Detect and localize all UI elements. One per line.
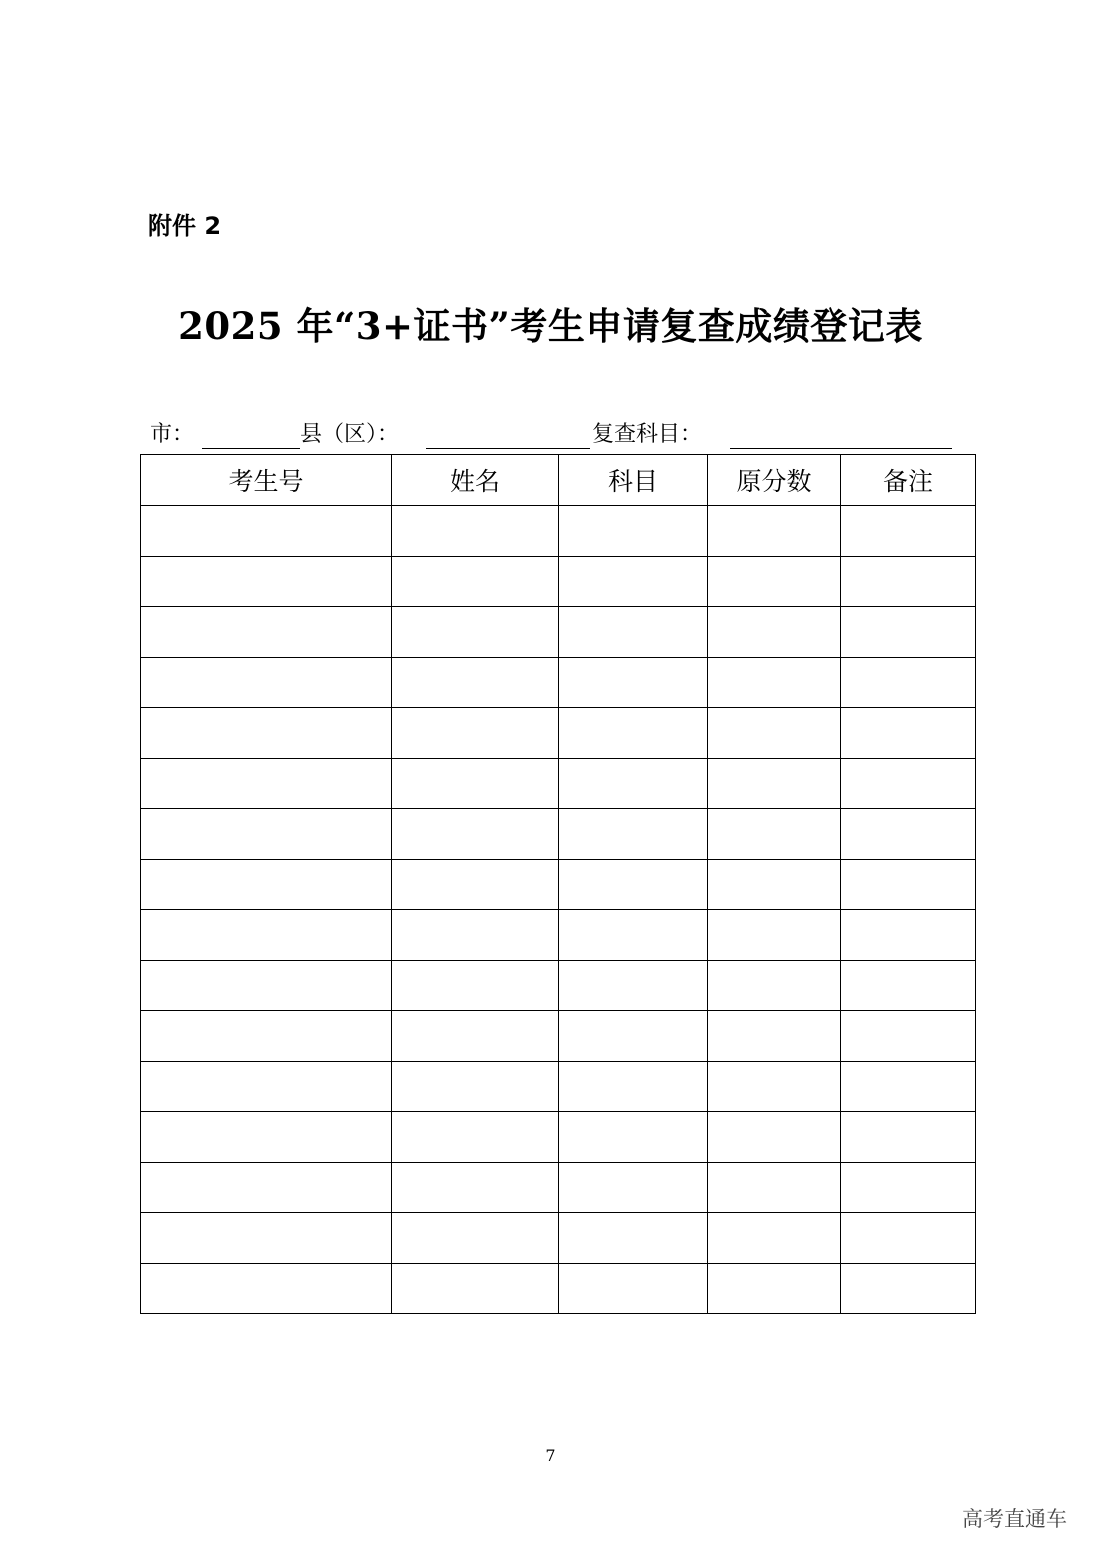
table-cell[interactable] xyxy=(392,1112,559,1163)
table-cell[interactable] xyxy=(559,1213,708,1264)
table-cell[interactable] xyxy=(841,506,976,557)
table-cell[interactable] xyxy=(141,1112,392,1163)
table-body xyxy=(141,506,976,1314)
table-cell[interactable] xyxy=(392,960,559,1011)
registration-table xyxy=(140,454,976,1314)
table-cell[interactable] xyxy=(392,607,559,658)
table-cell[interactable] xyxy=(141,910,392,961)
table-row xyxy=(141,1162,976,1213)
county-label: 县（区）： xyxy=(300,422,400,447)
table-cell[interactable] xyxy=(841,708,976,759)
table-cell[interactable] xyxy=(559,708,708,759)
table-cell[interactable] xyxy=(841,758,976,809)
table-row xyxy=(141,809,976,860)
page-title: 2025 年“3+证书”考生申请复查成绩登记表 xyxy=(178,304,923,348)
table-cell[interactable] xyxy=(841,960,976,1011)
table-row xyxy=(141,758,976,809)
table-row xyxy=(141,910,976,961)
table-row xyxy=(141,556,976,607)
table-cell[interactable] xyxy=(392,708,559,759)
table-cell[interactable] xyxy=(141,1162,392,1213)
table-row xyxy=(141,506,976,557)
table-cell[interactable] xyxy=(141,859,392,910)
table-cell[interactable] xyxy=(141,1263,392,1314)
table-cell[interactable] xyxy=(141,607,392,658)
table-row xyxy=(141,859,976,910)
table-cell[interactable] xyxy=(708,960,841,1011)
subject-blank xyxy=(730,448,952,449)
table-cell[interactable] xyxy=(141,960,392,1011)
table-cell[interactable] xyxy=(141,809,392,860)
table-cell[interactable] xyxy=(392,556,559,607)
table-row xyxy=(141,1263,976,1314)
table-cell[interactable] xyxy=(392,809,559,860)
header-exam-number: 考生号 xyxy=(141,455,392,506)
header-name: 姓名 xyxy=(392,455,559,506)
page-number: 7 xyxy=(545,1446,556,1465)
table-cell[interactable] xyxy=(141,758,392,809)
table-row xyxy=(141,1213,976,1264)
attachment-label: 附件 2 xyxy=(148,212,222,240)
table-row xyxy=(141,708,976,759)
table-cell[interactable] xyxy=(392,910,559,961)
header-remarks: 备注 xyxy=(841,455,976,506)
form-fields-line xyxy=(150,418,980,452)
table-cell[interactable] xyxy=(392,657,559,708)
city-blank xyxy=(202,448,300,449)
table-cell[interactable] xyxy=(708,910,841,961)
table-cell[interactable] xyxy=(708,1061,841,1112)
table-cell[interactable] xyxy=(141,1011,392,1062)
table-row xyxy=(141,960,976,1011)
table-cell[interactable] xyxy=(559,607,708,658)
table-row xyxy=(141,1112,976,1163)
table-cell[interactable] xyxy=(841,1162,976,1213)
table-row xyxy=(141,1061,976,1112)
table-cell[interactable] xyxy=(708,1112,841,1163)
table-cell[interactable] xyxy=(392,1162,559,1213)
table-cell[interactable] xyxy=(392,859,559,910)
table-cell[interactable] xyxy=(559,556,708,607)
table-cell[interactable] xyxy=(708,657,841,708)
table-cell[interactable] xyxy=(708,1011,841,1062)
watermark: 高考直通车 xyxy=(962,1507,1067,1531)
table-cell[interactable] xyxy=(559,1061,708,1112)
table-cell[interactable] xyxy=(708,1162,841,1213)
table-cell[interactable] xyxy=(559,1112,708,1163)
table-cell[interactable] xyxy=(708,607,841,658)
table-cell[interactable] xyxy=(708,758,841,809)
table-cell[interactable] xyxy=(559,657,708,708)
table-cell[interactable] xyxy=(392,1011,559,1062)
table-cell[interactable] xyxy=(141,556,392,607)
table-cell[interactable] xyxy=(559,859,708,910)
subject-label: 复查科目： xyxy=(592,422,703,447)
table-cell[interactable] xyxy=(392,1061,559,1112)
table-cell[interactable] xyxy=(841,809,976,860)
table-cell[interactable] xyxy=(708,859,841,910)
table-row xyxy=(141,1011,976,1062)
county-blank xyxy=(426,448,590,449)
header-original-score: 原分数 xyxy=(708,455,841,506)
table-row xyxy=(141,607,976,658)
table-cell[interactable] xyxy=(841,657,976,708)
table-cell[interactable] xyxy=(841,859,976,910)
table-cell[interactable] xyxy=(559,960,708,1011)
table-cell[interactable] xyxy=(841,1011,976,1062)
table-cell[interactable] xyxy=(392,1213,559,1264)
table-cell[interactable] xyxy=(559,910,708,961)
table-cell[interactable] xyxy=(841,556,976,607)
table-cell[interactable] xyxy=(392,758,559,809)
table-row xyxy=(141,657,976,708)
table-cell[interactable] xyxy=(141,506,392,557)
table-cell[interactable] xyxy=(708,556,841,607)
table-cell[interactable] xyxy=(841,1061,976,1112)
table-header-row xyxy=(141,455,976,506)
table-cell[interactable] xyxy=(708,1263,841,1314)
table-cell[interactable] xyxy=(392,1263,559,1314)
table-cell[interactable] xyxy=(708,708,841,759)
table-cell[interactable] xyxy=(392,506,559,557)
table-cell[interactable] xyxy=(841,910,976,961)
table-cell[interactable] xyxy=(841,607,976,658)
table-cell[interactable] xyxy=(559,758,708,809)
table-cell[interactable] xyxy=(708,1213,841,1264)
table-cell[interactable] xyxy=(841,1263,976,1314)
table-cell[interactable] xyxy=(559,1162,708,1213)
table-cell[interactable] xyxy=(559,1011,708,1062)
table-cell[interactable] xyxy=(559,506,708,557)
table-cell[interactable] xyxy=(559,809,708,860)
table-cell[interactable] xyxy=(708,506,841,557)
table-cell[interactable] xyxy=(141,1061,392,1112)
table-cell[interactable] xyxy=(141,708,392,759)
table-cell[interactable] xyxy=(841,1213,976,1264)
city-label: 市： xyxy=(150,422,195,447)
table-cell[interactable] xyxy=(141,657,392,708)
header-subject: 科目 xyxy=(559,455,708,506)
table-cell[interactable] xyxy=(559,1263,708,1314)
table-cell[interactable] xyxy=(708,809,841,860)
table-cell[interactable] xyxy=(141,1213,392,1264)
table-cell[interactable] xyxy=(841,1112,976,1163)
